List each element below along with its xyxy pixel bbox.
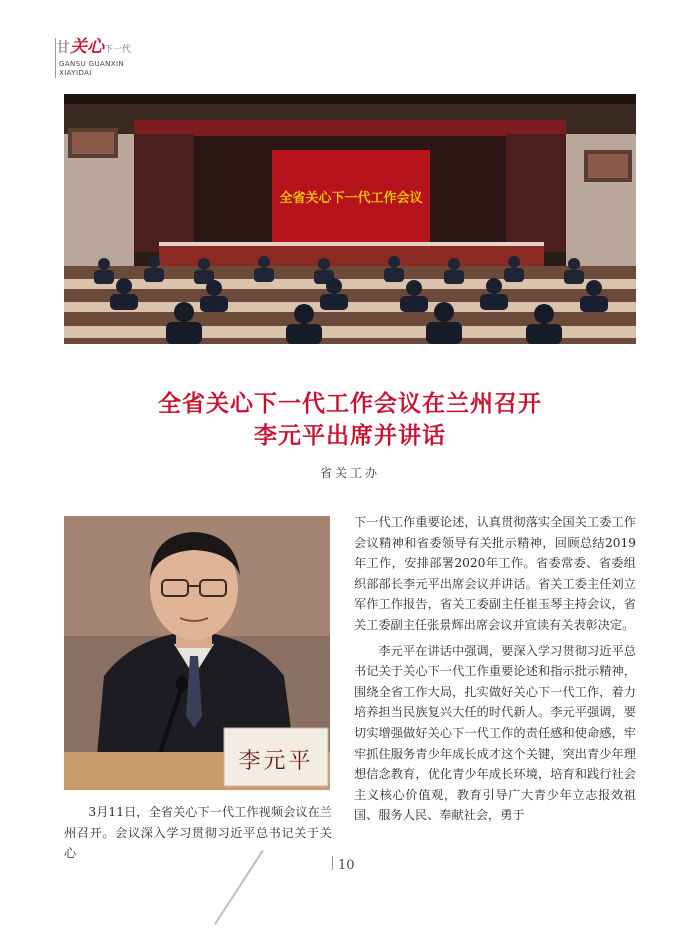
page-number: 10	[338, 858, 355, 873]
paragraph-2: 李元平在讲话中强调，要深入学习贯彻习近平总书记关于关心下一代工作重要论述和指示批示精神，围绕全省工作大局，扎实做好关心下一代工作，着力培养担当民族复兴大任的时代新人。李元平强调，要切实增强做好关心下一代工作的责任感和使命感，牢牢抓住服务青少年成长成才这个关键，突出青少年理想信念教育，优化青少年成长环境，培育和践行社会主义核心价值观，教育引导广大青少年立志报效祖国、服务人民、奉献社会，勇于	[354, 643, 636, 823]
magazine-logo	[46, 38, 166, 94]
speaker-portrait	[64, 516, 330, 790]
logo-chinese	[56, 38, 131, 59]
nameplate-text: 李元平	[238, 749, 314, 774]
caption-paragraph: 3月11日，全省关心下一代工作视频会议在兰州召开。会议深入学习贯彻习近平总书记关于关心	[64, 805, 332, 861]
logo-english-line2: XIAYIDAI	[59, 69, 92, 77]
logo-english-line1: GANSU GUANXIN	[59, 60, 125, 68]
conference-photo	[64, 94, 636, 344]
photo-caption	[64, 802, 332, 864]
page-number-divider	[332, 856, 333, 870]
article-column-right	[354, 512, 636, 831]
article-title	[0, 388, 700, 452]
logo-char: 甘	[56, 40, 70, 56]
logo-small: 下一代	[104, 45, 132, 55]
logo-accent: 关心	[70, 37, 104, 57]
paragraph-1: 下一代工作重要论述，认真贯彻落实全国关工委工作会议精神和省委领导有关批示精神，回顾总结2019年工作，安排部署2020年工作。省委常委、省委组织部部长李元平出席会议并讲话。省关工委主任刘立军作工作报告，省关工委副主任崔玉琴主持会议，省关工委副主任张景辉出席会议并宣读有关表彰决定。	[354, 515, 636, 632]
title-line-1: 全省关心下一代工作会议在兰州召开	[158, 390, 542, 417]
article-byline: 省关工办	[319, 466, 380, 480]
title-line-2: 李元平出席并讲话	[254, 422, 446, 449]
stage-banner-text: 全省关心下一代工作会议	[279, 191, 423, 206]
